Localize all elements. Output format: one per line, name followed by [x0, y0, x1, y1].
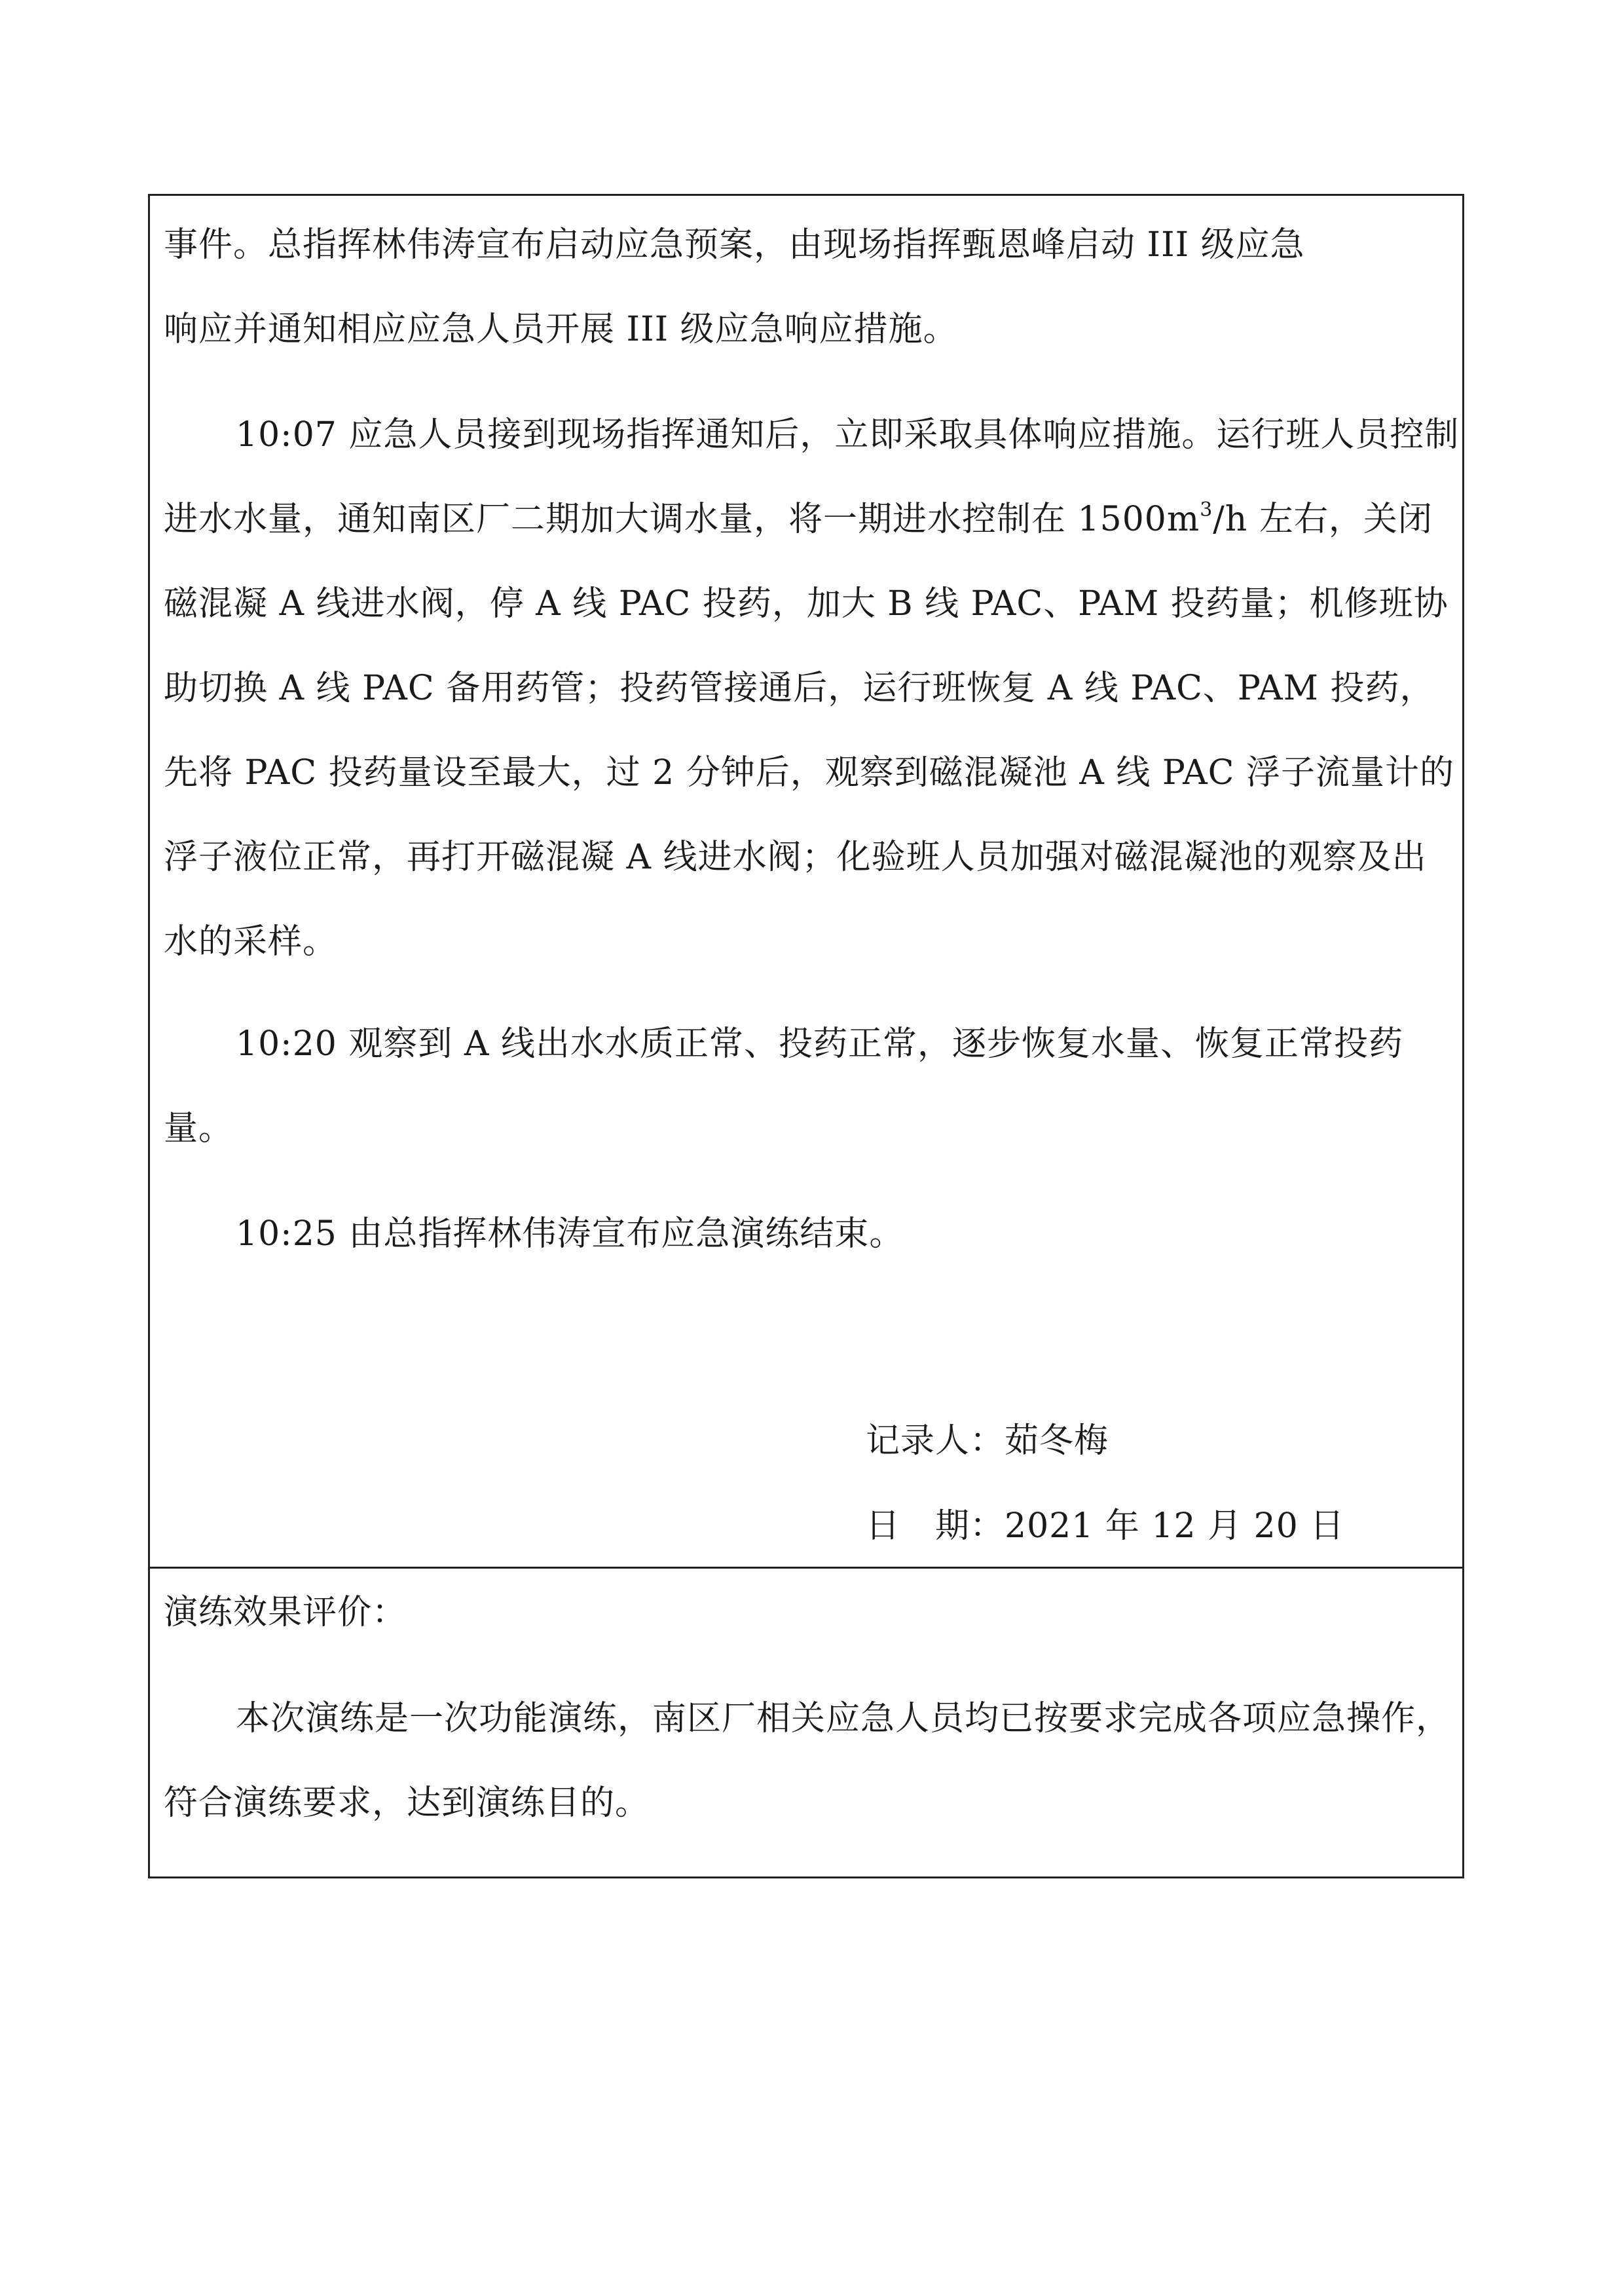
record-date: 日 期：2021 年 12 月 20 日: [866, 1506, 1345, 1546]
step-1007-text-b: /h 左右，关闭磁混凝 A 线进水阀，停 A 线 PAC 投药，加大 B 线 PAC、PAM 投药量；机修班协助切换 A 线 PAC 备用药管；投药管接通后，运行班恢复 A 线 PAC、PAM 投药，先将 PAC 投药量设至最大，过 2 分钟后，观察到磁混凝池 A 线 PAC 浮子流量计的浮子液位正常，再打开磁混凝 A 线进水阀；化验班人员加强对磁混凝池的观察及出水的采样。: [164, 500, 1454, 961]
unit-superscript: 3: [1200, 498, 1213, 521]
recorder-signature: 记录人：茹冬梅: [866, 1421, 1109, 1461]
step-1020-paragraph: 10:20 观察到 A 线出水水质正常、投药正常，逐步恢复水量、恢复正常投药量。: [164, 1024, 1403, 1148]
step-1007-text-a: 10:07 应急人员接到现场指挥通知后，立即采取具体响应措施。运行班人员控制进水水量，通知南区厂二期加大调水量，将一期进水控制在 1500m: [164, 415, 1460, 539]
step-1025-paragraph: 10:25 由总指挥林伟涛宣布应急演练结束。: [236, 1214, 904, 1254]
continuation-line-2: 响应并通知相应应急人员开展 III 级应急响应措施。: [164, 310, 958, 349]
table-row-divider: [148, 1567, 1464, 1569]
evaluation-body: 本次演练是一次功能演练，南区厂相关应急人员均已按要求完成各项应急操作，符合演练要求，达到演练目的。: [164, 1699, 1451, 1823]
record-continuation: [164, 203, 1460, 372]
evaluation-heading: 演练效果评价：: [164, 1593, 407, 1632]
continuation-line-1: 事件。总指挥林伟涛宣布启动应急预案，由现场指挥甄恩峰启动 III 级应急: [164, 225, 1305, 265]
step-1007-paragraph: [164, 393, 1460, 984]
